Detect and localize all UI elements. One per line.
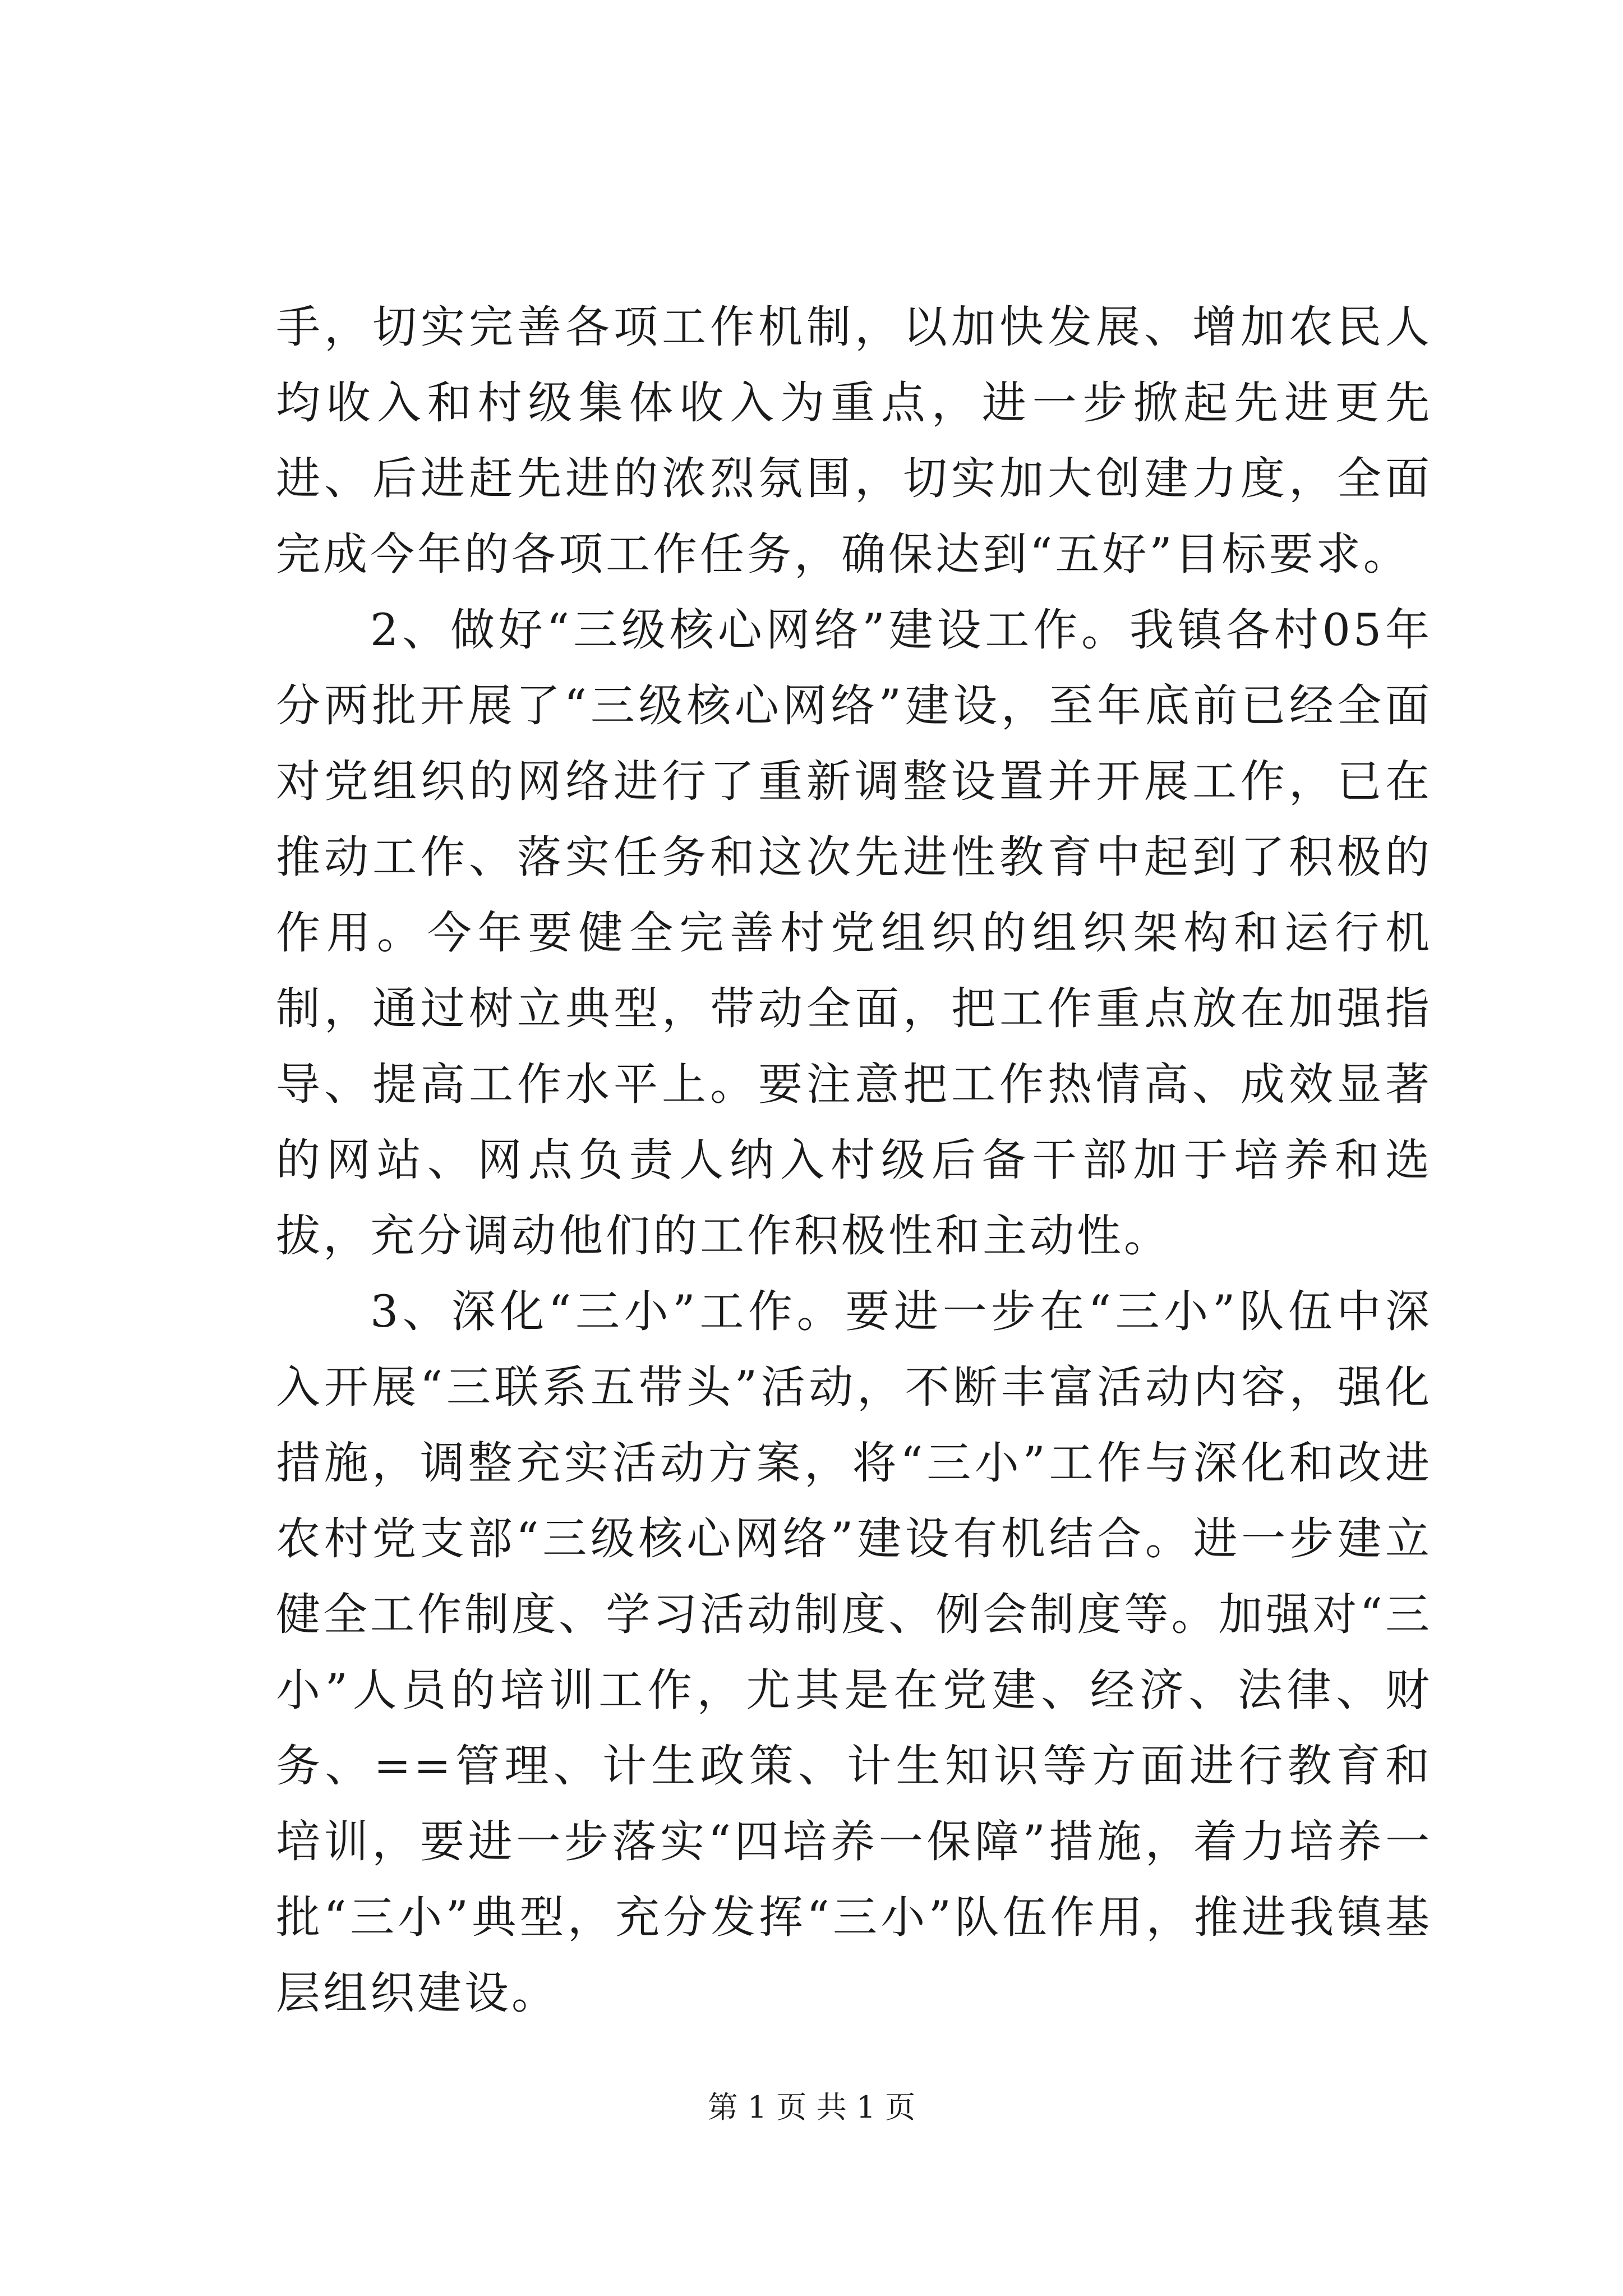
paragraph-item-2: 2、做好“三级核心网络”建设工作。我镇各村05年分两批开展了“三级核心网络”建设，至年底前已经全面对党组织的网络进行了重新调整设置并开展工作，已在推动工作、落实任务和这次先进性教育中起到了积极的作用。今年要健全完善村党组织的组织架构和运行机制，通过树立典型，带动全面，把工作重点放在加强指导、提高工作水平上。要注意把工作热情高、成效显著的网站、网点负责人纳入村级后备干部加于培养和选拔，充分调动他们的工作积极性和主动性。: [276, 604, 1432, 1262]
paragraph-item-3: 3、深化“三小”工作。要进一步在“三小”队伍中深入开展“三联系五带头”活动，不断丰富活动内容，强化措施，调整充实活动方案，将“三小”工作与深化和改进农村党支部“三级核心网络”建设有机结合。进一步建立健全工作制度、学习活动制度、例会制度等。加强对“三小”人员的培训工作，尤其是在党建、经济、法律、财务、==管理、计生政策、计生知识等方面进行教育和培训，要进一步落实“四培养一保障”措施，着力培养一批“三小”典型，充分发挥“三小”队伍作用，推进我镇基层组织建设。: [276, 1286, 1432, 2019]
page-footer: 第 1 页 共 1 页: [707, 2090, 916, 2125]
paragraph-continuation: 手，切实完善各项工作机制，以加快发展、增加农民人均收入和村级集体收入为重点，进一步掀起先进更先进、后进赶先进的浓烈氛围，切实加大创建力度，全面完成今年的各项工作任务，确保达到“五好”目标要求。: [276, 301, 1432, 580]
document-body: [276, 289, 1432, 2031]
